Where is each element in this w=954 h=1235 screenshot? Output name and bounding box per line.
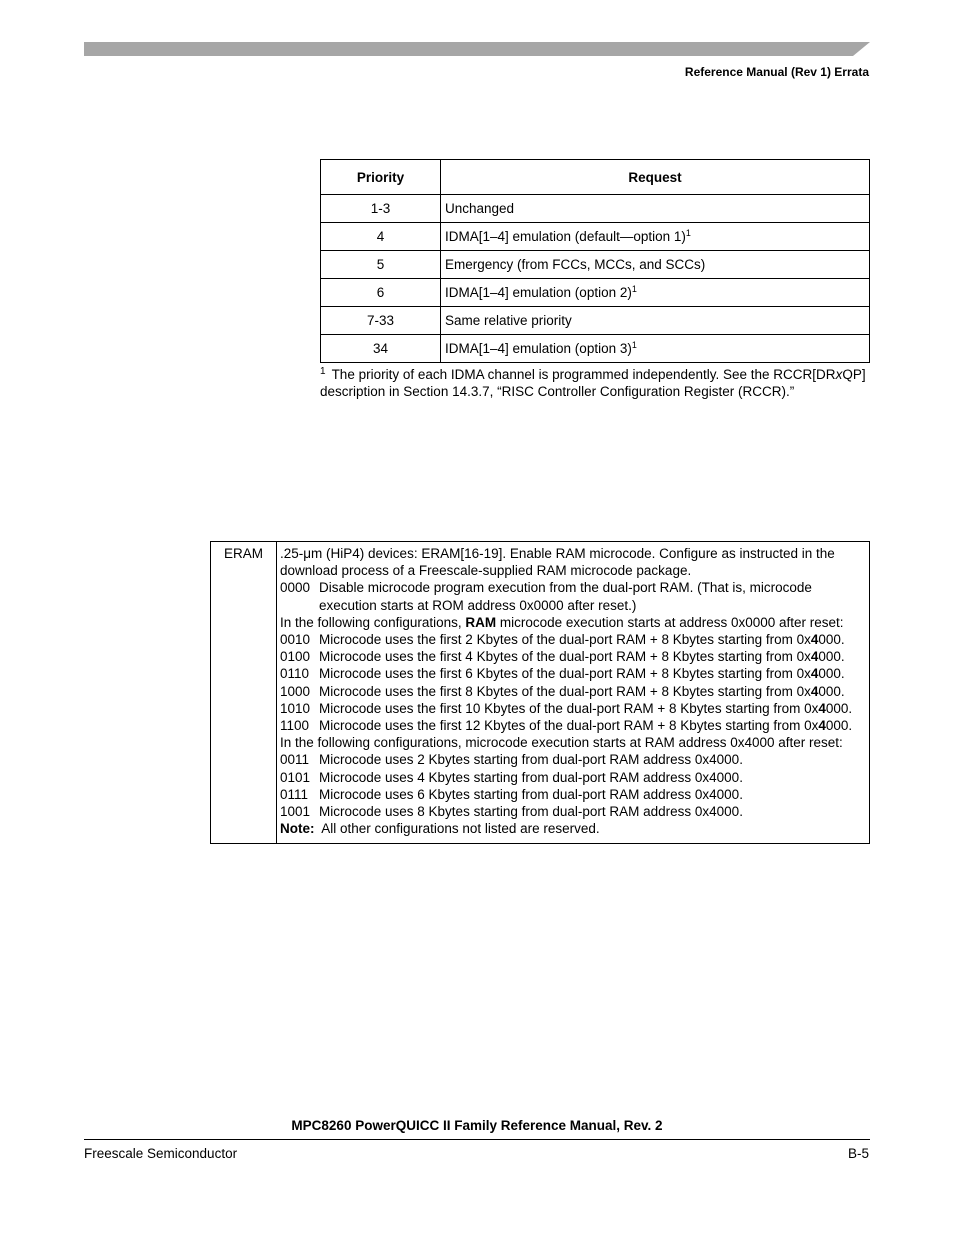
table-row bbox=[321, 307, 870, 335]
priority-column-header: Priority bbox=[321, 160, 441, 195]
priority-cell: 6 bbox=[321, 279, 441, 307]
priority-table bbox=[320, 159, 870, 363]
request-column-header: Request bbox=[441, 160, 870, 195]
request-cell: IDMA[1–4] emulation (option 2)$^1$ bbox=[441, 279, 870, 307]
request-cell: Unchanged bbox=[441, 195, 870, 223]
priority-cell: 34 bbox=[321, 335, 441, 363]
manual-title: MPC8260 PowerQUICC II Family Reference Manual, Rev. 2 bbox=[291, 1118, 663, 1133]
ram-intro: In the following configurations, microcode execution starts at RAM address 0x4000 after reset: bbox=[280, 735, 843, 751]
request-cell: Emergency (from FCCs, MCCs, and SCCs) bbox=[441, 251, 870, 279]
table-row bbox=[321, 223, 870, 251]
table-header-row bbox=[321, 160, 870, 195]
field-name-cell: ERAM bbox=[211, 542, 277, 844]
priority-cell: 1-3 bbox=[321, 195, 441, 223]
config-row: 0100 Microcode uses the first 4 Kbytes of the dual-port RAM + 8 Kbytes starting from 0x4000. bbox=[280, 649, 845, 665]
note: Note: All other configurations not listed are reserved. bbox=[280, 821, 600, 837]
config-row: 0110 Microcode uses the first 6 Kbytes of the dual-port RAM + 8 Kbytes starting from 0x4000. bbox=[280, 666, 845, 682]
eram-field-table bbox=[210, 541, 870, 844]
config-row: 1001 Microcode uses 8 Kbytes starting from dual-port RAM address 0x4000. bbox=[280, 804, 743, 820]
table-row bbox=[321, 335, 870, 363]
config-row: 1100 Microcode uses the first 12 Kbytes of the dual-port RAM + 8 Kbytes starting from 0x4000. bbox=[280, 718, 853, 734]
header-title: Reference Manual (Rev 1) Errata bbox=[684, 65, 869, 79]
priority-cell: 7-33 bbox=[321, 307, 441, 335]
config-row: 1010 Microcode uses the first 10 Kbytes of the dual-port RAM + 8 Kbytes starting from 0x4000. bbox=[280, 700, 853, 716]
company-name: Freescale Semiconductor bbox=[84, 1146, 238, 1161]
footer-divider bbox=[84, 1139, 870, 1140]
footnote-ref: 1 bbox=[631, 284, 637, 294]
priority-cell: 5 bbox=[321, 251, 441, 279]
config-row: 0010 Microcode uses the first 2 Kbytes of the dual-port RAM + 8 Kbytes starting from 0x4000. bbox=[280, 632, 845, 648]
footnote-ref: 1 bbox=[685, 228, 691, 238]
config-row: 0101 Microcode uses 4 Kbytes starting from dual-port RAM address 0x4000. bbox=[280, 769, 743, 785]
header-bar bbox=[84, 42, 870, 56]
request-cell: IDMA[1–4] emulation (option 3)$^1$ bbox=[441, 335, 870, 363]
request-cell: Same relative priority bbox=[441, 307, 870, 335]
config-row: 0011 Microcode uses 2 Kbytes starting from dual-port RAM address 0x4000. bbox=[280, 752, 743, 768]
table-row bbox=[321, 279, 870, 307]
footnote-mark: 1 bbox=[320, 366, 326, 377]
page-number: B-5 bbox=[847, 1146, 869, 1161]
field-description-cell bbox=[277, 542, 870, 844]
table-row bbox=[211, 542, 870, 844]
config-row: 1000 Microcode uses the first 8 Kbytes of the dual-port RAM + 8 Kbytes starting from 0x4000. bbox=[280, 683, 845, 699]
config-row: 0111 Microcode uses 6 Kbytes starting from dual-port RAM address 0x4000. bbox=[280, 786, 743, 802]
config-row: 0000 Disable microcode program execution from the dual-port RAM. (That is, microcode execution starts at ROM address 0x0000 after reset.) bbox=[280, 580, 812, 613]
table-row bbox=[321, 195, 870, 223]
eram-intro: .25-μm (HiP4) devices: ERAM[16-19]. Enable RAM microcode. Configure as instructed in the download process of a Freescale-supplied RAM microcode package. bbox=[280, 546, 835, 579]
rom-intro: In the following configurations, RAM microcode execution starts at address 0x0000 after reset: bbox=[280, 614, 844, 630]
priority-cell: 4 bbox=[321, 223, 441, 251]
table-footnote: $^1$ The priority of each IDMA channel is programmed independently. See the RCCR[DRxQP] description in Section 14.3.7, “RISC Controller Configuration Register (RCCR).” bbox=[320, 366, 866, 399]
footnote-ref: 1 bbox=[631, 340, 637, 350]
request-cell: IDMA[1–4] emulation (default—option 1)$^1$ bbox=[441, 223, 870, 251]
table-row bbox=[321, 251, 870, 279]
